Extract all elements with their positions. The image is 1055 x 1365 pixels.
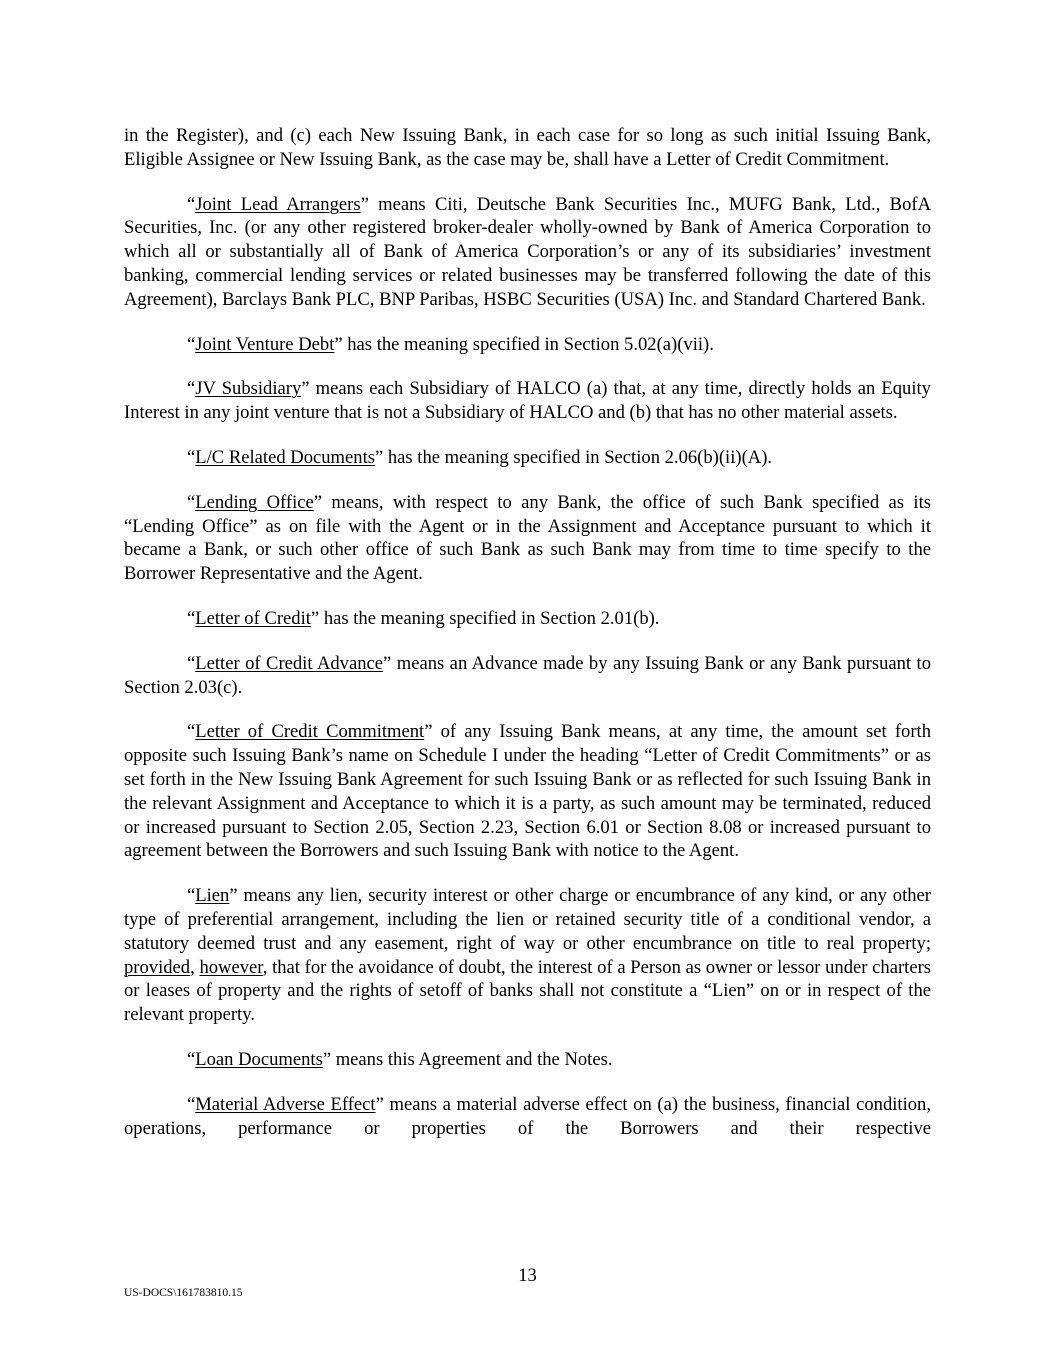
proviso-however: however	[199, 956, 263, 978]
definition-text: ” has the meaning specified in Section 2.06(b)(ii)(A).	[374, 446, 773, 468]
open-quote: “	[187, 446, 196, 468]
defined-term: Joint Venture Debt	[195, 333, 335, 355]
definition-joint-venture-debt	[124, 333, 931, 357]
definition-text: ” means any lien, security interest or other charge or encumbrance of any kind, or any other type of preferential arrangement, including the lien or retained security title of a conditional vendor, a statutory deemed trust and any easement, right of way or other encumbrance on title to real property;	[124, 885, 931, 954]
definition-text: ” means this Agreement and the Notes.	[322, 1048, 613, 1070]
continuation-paragraph: in the Register), and (c) each New Issuing Bank, in each case for so long as such initial Issuing Bank, Eligible Assignee or New Issuing Bank, as the case may be, shall have a Letter of Credit Commitment.	[124, 125, 931, 170]
definition-text: ” of any Issuing Bank means, at any time, the amount set forth opposite such Issuing Bank’s name on Schedule I under the heading “Letter of Credit Commitments” or as set forth in the New Issuing Bank Agreement for such Issuing Bank or as reflected for such Issuing Bank in the relevant Assignment and Acceptance to which it is a party, as such amount may be terminated, reduced or increased pursuant to Section 2.05, Section 2.23, Section 6.01 or Section 8.08 or increased pursuant to agreement between the Borrowers and such Issuing Bank with notice to the Agent.	[124, 721, 931, 862]
proviso-comma: ,	[190, 956, 200, 978]
definition-jv-subsidiary	[124, 377, 931, 425]
document-id: US-DOCS\161783810.15	[124, 1287, 243, 1299]
defined-term: Letter of Credit Commitment	[195, 721, 425, 743]
page-number: 13	[518, 1265, 537, 1286]
definition-text: ” means an Advance made by any Issuing Bank or any Bank pursuant to Section 2.03(c).	[124, 652, 931, 698]
open-quote: “	[187, 721, 196, 743]
definition-text-continued: , that for the avoidance of doubt, the interest of a Person as owner or lessor under charters or leases of property and the rights of setoff of banks shall not constitute a “Lien” on or in respect of the relevant property.	[124, 956, 932, 1026]
document-body	[124, 124, 931, 1140]
definition-joint-lead-arrangers	[124, 193, 931, 312]
defined-term: Letter of Credit Advance	[195, 652, 384, 674]
open-quote: “	[187, 1048, 196, 1070]
definition-text: ” means Citi, Deutsche Bank Securities Inc., MUFG Bank, Ltd., BofA Securities, Inc. (or any other registered broker-dealer wholly-owned by Bank of America Corporation to which all or substantially all of Bank of America Corporation’s or any of its subsidiaries’ investment banking, commercial lending services or related businesses may be transferred following the date of this Agreement), Barclays Bank PLC, BNP Paribas, HSBC Securities (USA) Inc. and Standard Chartered Bank.	[124, 193, 931, 310]
open-quote: “	[187, 333, 196, 355]
defined-term: L/C Related Documents	[195, 446, 375, 468]
open-quote: “	[187, 193, 196, 215]
open-quote: “	[187, 491, 196, 513]
definition-lien	[124, 884, 931, 1027]
definition-text: ” has the meaning specified in Section 2.01(b).	[310, 607, 660, 629]
definition-text: ” means each Subsidiary of HALCO (a) that, at any time, directly holds an Equity Interest in any joint venture that is not a Subsidiary of HALCO and (b) that has no other material assets.	[124, 378, 931, 424]
definition-text: ” has the meaning specified in Section 5.02(a)(vii).	[334, 333, 714, 355]
open-quote: “	[187, 885, 196, 907]
defined-term: Lending Office	[195, 491, 314, 513]
open-quote: “	[187, 607, 196, 629]
definition-letter-of-credit	[124, 607, 931, 631]
open-quote: “	[187, 652, 196, 674]
definition-material-adverse-effect	[124, 1093, 931, 1141]
definition-text: ” means, with respect to any Bank, the office of such Bank specified as its “Lending Office” as on file with the Agent or in the Assignment and Acceptance pursuant to which it became a Bank, or such other office of such Bank as such Bank may from time to time specify to the Borrower Representative and the Agent.	[124, 491, 931, 585]
defined-term: Lien	[195, 885, 230, 907]
open-quote: “	[187, 378, 196, 400]
definition-text: ” means a material adverse effect on (a) the business, financial condition, operations, performance or properties of the Borrowers and their respective	[124, 1093, 931, 1139]
defined-term: Loan Documents	[195, 1048, 323, 1070]
definition-lending-office	[124, 491, 931, 586]
definition-letter-of-credit-commitment	[124, 720, 931, 863]
defined-term: Joint Lead Arrangers	[195, 193, 361, 215]
definition-letter-of-credit-advance	[124, 652, 931, 700]
open-quote: “	[187, 1093, 196, 1115]
defined-term: Material Adverse Effect	[195, 1093, 376, 1115]
defined-term: Letter of Credit	[195, 607, 311, 629]
definition-loan-documents	[124, 1048, 931, 1072]
definition-lc-related-documents	[124, 446, 931, 470]
proviso-provided: provided	[124, 956, 191, 978]
defined-term: JV Subsidiary	[195, 378, 302, 400]
